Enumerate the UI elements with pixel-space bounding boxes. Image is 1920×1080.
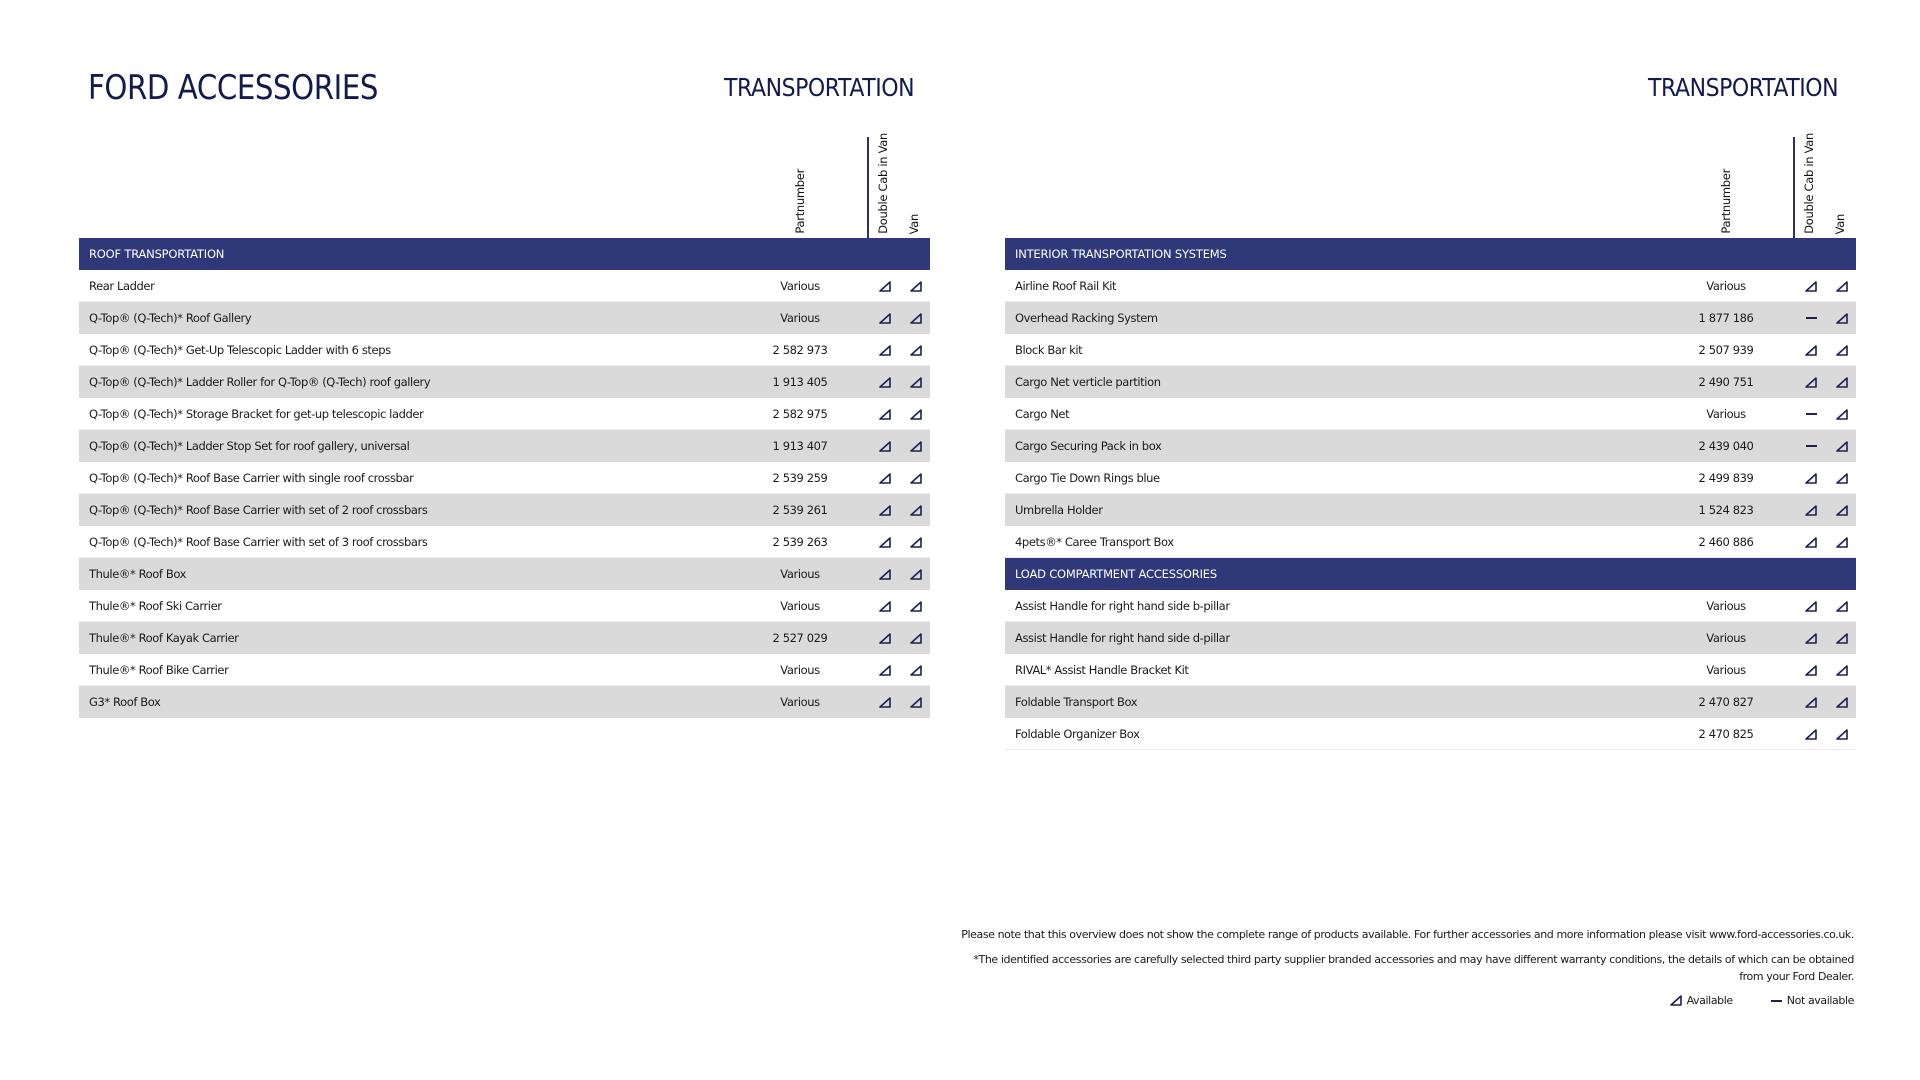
available-triangle-icon: [910, 537, 922, 548]
accessory-name: Q-Top® (Q-Tech)* Roof Base Carrier with set of 3 roof crossbars: [89, 535, 428, 549]
available-triangle-icon: [1805, 729, 1817, 740]
table-row: [1005, 398, 1856, 430]
van-availability: [1832, 270, 1852, 302]
accessory-name: Assist Handle for right hand side d-pillar: [1015, 631, 1230, 645]
part-number: 2 582 975: [772, 407, 828, 421]
part-number: 2 470 827: [1698, 695, 1754, 709]
column-header-partnumber: Partnumber: [1719, 169, 1733, 234]
accessory-name: 4pets®* Caree Transport Box: [1015, 535, 1174, 549]
van-availability: [1832, 718, 1852, 750]
table-row: [79, 334, 930, 366]
column-headers: [79, 133, 930, 238]
part-number: 1 913 407: [772, 439, 828, 453]
double-cab-availability: [875, 430, 895, 462]
available-triangle-icon: [879, 569, 891, 580]
available-triangle-icon: [910, 473, 922, 484]
accessory-name: Q-Top® (Q-Tech)* Ladder Roller for Q-Top® (Q-Tech) roof gallery: [89, 375, 431, 389]
available-triangle-icon: [1836, 537, 1848, 548]
van-availability: [1832, 622, 1852, 654]
van-availability: [906, 622, 926, 654]
double-cab-availability: [1801, 494, 1821, 526]
double-cab-availability: [1801, 302, 1821, 334]
accessory-name: Block Bar kit: [1015, 343, 1083, 357]
accessory-name: Q-Top® (Q-Tech)* Storage Bracket for get-up telescopic ladder: [89, 407, 424, 421]
part-number: Various: [780, 663, 820, 677]
table-row: [1005, 590, 1856, 622]
van-availability: [906, 526, 926, 558]
legend-not-available-label: Not available: [1786, 994, 1854, 1007]
van-availability: [906, 334, 926, 366]
group-header: LOAD COMPARTMENT ACCESSORIES: [1005, 558, 1856, 590]
footnote-third-party: *The identified accessories are carefully selected third party supplier branded accessories and may have different warranty conditions, the details of which can be obtained from your Ford Dealer.: [973, 953, 1854, 983]
accessory-name: Rear Ladder: [89, 279, 155, 293]
double-cab-availability: [875, 334, 895, 366]
double-cab-availability: [875, 686, 895, 718]
dash-icon: [1806, 317, 1817, 319]
van-availability: [906, 398, 926, 430]
table-row: [79, 398, 930, 430]
legend-available-label: Available: [1686, 994, 1733, 1007]
part-number: 2 439 040: [1698, 439, 1754, 453]
available-triangle-icon: [879, 601, 891, 612]
table-row: [79, 654, 930, 686]
footnotes: [954, 926, 1854, 1007]
double-cab-availability: [1801, 430, 1821, 462]
available-triangle-icon: [910, 569, 922, 580]
available-triangle-icon: [1805, 633, 1817, 644]
van-availability: [1832, 590, 1852, 622]
table-row: [1005, 462, 1856, 494]
available-triangle-icon: [1836, 601, 1848, 612]
double-cab-availability: [875, 366, 895, 398]
part-number: 2 470 825: [1698, 727, 1754, 741]
accessory-name: Q-Top® (Q-Tech)* Ladder Stop Set for roof gallery, universal: [89, 439, 410, 453]
legend-available: [1670, 994, 1733, 1007]
dash-icon: [1806, 413, 1817, 415]
available-triangle-icon: [1836, 281, 1848, 292]
legend: [954, 994, 1854, 1007]
table-row: [79, 558, 930, 590]
column-divider: [1793, 137, 1795, 238]
van-availability: [906, 430, 926, 462]
available-triangle-icon: [1805, 473, 1817, 484]
van-availability: [906, 590, 926, 622]
available-triangle-icon: [879, 665, 891, 676]
accessory-name: Cargo Securing Pack in box: [1015, 439, 1162, 453]
part-number: 2 539 263: [772, 535, 828, 549]
van-availability: [1832, 302, 1852, 334]
double-cab-availability: [875, 526, 895, 558]
available-triangle-icon: [1805, 697, 1817, 708]
section-title-left: TRANSPORTATION: [724, 73, 915, 102]
part-number: 2 507 939: [1698, 343, 1754, 357]
van-availability: [1832, 686, 1852, 718]
column-divider: [867, 137, 869, 238]
table-row: [1005, 718, 1856, 750]
accessory-name: Cargo Tie Down Rings blue: [1015, 471, 1160, 485]
section-title-right: TRANSPORTATION: [1648, 73, 1839, 102]
group-header: ROOF TRANSPORTATION: [79, 238, 930, 270]
column-headers: [1005, 133, 1856, 238]
table-row: [1005, 270, 1856, 302]
double-cab-availability: [1801, 686, 1821, 718]
available-triangle-icon: [1805, 377, 1817, 388]
double-cab-availability: [1801, 366, 1821, 398]
column-header-double-cab: Double Cab in Van: [876, 133, 890, 234]
van-availability: [906, 270, 926, 302]
table-row: [79, 430, 930, 462]
table-row: [1005, 494, 1856, 526]
available-triangle-icon: [879, 633, 891, 644]
van-availability: [906, 558, 926, 590]
dash-icon: [1806, 445, 1817, 447]
available-triangle-icon: [1836, 377, 1848, 388]
accessories-table-right: [1005, 238, 1856, 750]
double-cab-availability: [1801, 526, 1821, 558]
accessory-name: Umbrella Holder: [1015, 503, 1103, 517]
double-cab-availability: [875, 590, 895, 622]
available-triangle-icon: [1805, 537, 1817, 548]
double-cab-availability: [1801, 462, 1821, 494]
part-number: 2 527 029: [772, 631, 828, 645]
van-availability: [906, 462, 926, 494]
double-cab-availability: [875, 494, 895, 526]
part-number: 1 913 405: [772, 375, 828, 389]
part-number: 1 524 823: [1698, 503, 1754, 517]
table-row: [1005, 654, 1856, 686]
double-cab-availability: [875, 622, 895, 654]
van-availability: [1832, 526, 1852, 558]
table-row: [79, 302, 930, 334]
accessory-name: RIVAL* Assist Handle Bracket Kit: [1015, 663, 1189, 677]
accessory-name: Thule®* Roof Ski Carrier: [89, 599, 222, 613]
accessory-name: Cargo Net: [1015, 407, 1070, 421]
van-availability: [906, 654, 926, 686]
double-cab-availability: [1801, 718, 1821, 750]
part-number: 2 539 261: [772, 503, 828, 517]
van-availability: [1832, 430, 1852, 462]
accessory-name: Q-Top® (Q-Tech)* Roof Gallery: [89, 311, 252, 325]
accessory-name: Thule®* Roof Box: [89, 567, 187, 581]
van-availability: [1832, 494, 1852, 526]
accessory-name: Q-Top® (Q-Tech)* Get-Up Telescopic Ladder with 6 steps: [89, 343, 391, 357]
available-triangle-icon: [879, 313, 891, 324]
available-triangle-icon: [910, 601, 922, 612]
available-triangle-icon: [910, 665, 922, 676]
available-triangle-icon: [910, 633, 922, 644]
available-triangle-icon: [910, 281, 922, 292]
available-triangle-icon: [1836, 665, 1848, 676]
available-triangle-icon: [910, 505, 922, 516]
table-row: [79, 526, 930, 558]
available-triangle-icon: [1836, 345, 1848, 356]
table-row: [79, 462, 930, 494]
table-row: [79, 366, 930, 398]
double-cab-availability: [1801, 270, 1821, 302]
table-row: [1005, 366, 1856, 398]
accessory-name: Assist Handle for right hand side b-pillar: [1015, 599, 1230, 613]
double-cab-availability: [1801, 590, 1821, 622]
part-number: 2 582 973: [772, 343, 828, 357]
footnote-overview: Please note that this overview does not show the complete range of products available. For further accessories and more information please visit www.ford-accessories.co.uk.: [961, 928, 1854, 941]
table-row: [79, 270, 930, 302]
part-number: 1 877 186: [1698, 311, 1754, 325]
accessory-name: Q-Top® (Q-Tech)* Roof Base Carrier with single roof crossbar: [89, 471, 414, 485]
van-availability: [1832, 366, 1852, 398]
column-header-van: Van: [907, 213, 921, 234]
part-number: 2 539 259: [772, 471, 828, 485]
part-number: 2 490 751: [1698, 375, 1754, 389]
table-row: [79, 686, 930, 718]
table-row: [1005, 686, 1856, 718]
available-triangle-icon: [1670, 995, 1682, 1006]
available-triangle-icon: [910, 409, 922, 420]
available-triangle-icon: [1805, 505, 1817, 516]
available-triangle-icon: [910, 377, 922, 388]
table-row: [1005, 526, 1856, 558]
part-number: Various: [1706, 599, 1746, 613]
available-triangle-icon: [1805, 281, 1817, 292]
part-number: Various: [780, 567, 820, 581]
part-number: 2 499 839: [1698, 471, 1754, 485]
available-triangle-icon: [1836, 409, 1848, 420]
available-triangle-icon: [1836, 505, 1848, 516]
available-triangle-icon: [879, 441, 891, 452]
double-cab-availability: [875, 398, 895, 430]
column-header-double-cab: Double Cab in Van: [1802, 133, 1816, 234]
available-triangle-icon: [1836, 729, 1848, 740]
available-triangle-icon: [879, 409, 891, 420]
van-availability: [1832, 462, 1852, 494]
available-triangle-icon: [910, 313, 922, 324]
double-cab-availability: [1801, 398, 1821, 430]
double-cab-availability: [875, 302, 895, 334]
accessory-name: Thule®* Roof Kayak Carrier: [89, 631, 239, 645]
van-availability: [1832, 398, 1852, 430]
available-triangle-icon: [879, 505, 891, 516]
available-triangle-icon: [1805, 345, 1817, 356]
van-availability: [906, 686, 926, 718]
part-number: Various: [1706, 407, 1746, 421]
available-triangle-icon: [1805, 665, 1817, 676]
table-row: [1005, 430, 1856, 462]
part-number: Various: [780, 695, 820, 709]
column-header-van: Van: [1833, 213, 1847, 234]
main-title: FORD ACCESSORIES: [88, 68, 378, 108]
accessory-name: Airline Roof Rail Kit: [1015, 279, 1117, 293]
available-triangle-icon: [910, 697, 922, 708]
accessory-name: Cargo Net verticle partition: [1015, 375, 1161, 389]
van-availability: [906, 302, 926, 334]
available-triangle-icon: [910, 345, 922, 356]
table-row: [79, 622, 930, 654]
part-number: Various: [1706, 631, 1746, 645]
part-number: Various: [780, 279, 820, 293]
available-triangle-icon: [1836, 697, 1848, 708]
available-triangle-icon: [879, 473, 891, 484]
part-number: Various: [1706, 279, 1746, 293]
available-triangle-icon: [1836, 473, 1848, 484]
van-availability: [906, 366, 926, 398]
available-triangle-icon: [1805, 601, 1817, 612]
accessory-name: Q-Top® (Q-Tech)* Roof Base Carrier with set of 2 roof crossbars: [89, 503, 428, 517]
double-cab-availability: [875, 558, 895, 590]
accessory-name: Foldable Organizer Box: [1015, 727, 1140, 741]
part-number: Various: [780, 599, 820, 613]
table-row: [1005, 302, 1856, 334]
accessory-name: Foldable Transport Box: [1015, 695, 1138, 709]
accessories-table-left: [79, 238, 930, 718]
table-row: [1005, 334, 1856, 366]
accessory-name: G3* Roof Box: [89, 695, 161, 709]
double-cab-availability: [875, 462, 895, 494]
van-availability: [1832, 334, 1852, 366]
table-row: [79, 494, 930, 526]
column-header-partnumber: Partnumber: [793, 169, 807, 234]
double-cab-availability: [1801, 334, 1821, 366]
available-triangle-icon: [879, 537, 891, 548]
available-triangle-icon: [879, 697, 891, 708]
part-number: Various: [1706, 663, 1746, 677]
dash-icon: [1771, 1000, 1782, 1002]
accessory-name: Overhead Racking System: [1015, 311, 1158, 325]
table-row: [1005, 622, 1856, 654]
double-cab-availability: [875, 654, 895, 686]
double-cab-availability: [1801, 654, 1821, 686]
available-triangle-icon: [1836, 313, 1848, 324]
van-availability: [906, 494, 926, 526]
available-triangle-icon: [910, 441, 922, 452]
double-cab-availability: [1801, 622, 1821, 654]
table-row: [79, 590, 930, 622]
double-cab-availability: [875, 270, 895, 302]
group-header: INTERIOR TRANSPORTATION SYSTEMS: [1005, 238, 1856, 270]
van-availability: [1832, 654, 1852, 686]
available-triangle-icon: [879, 377, 891, 388]
accessory-name: Thule®* Roof Bike Carrier: [89, 663, 229, 677]
available-triangle-icon: [1836, 441, 1848, 452]
legend-not-available: [1771, 994, 1854, 1007]
part-number: 2 460 886: [1698, 535, 1754, 549]
available-triangle-icon: [879, 281, 891, 292]
available-triangle-icon: [879, 345, 891, 356]
available-triangle-icon: [1836, 633, 1848, 644]
part-number: Various: [780, 311, 820, 325]
